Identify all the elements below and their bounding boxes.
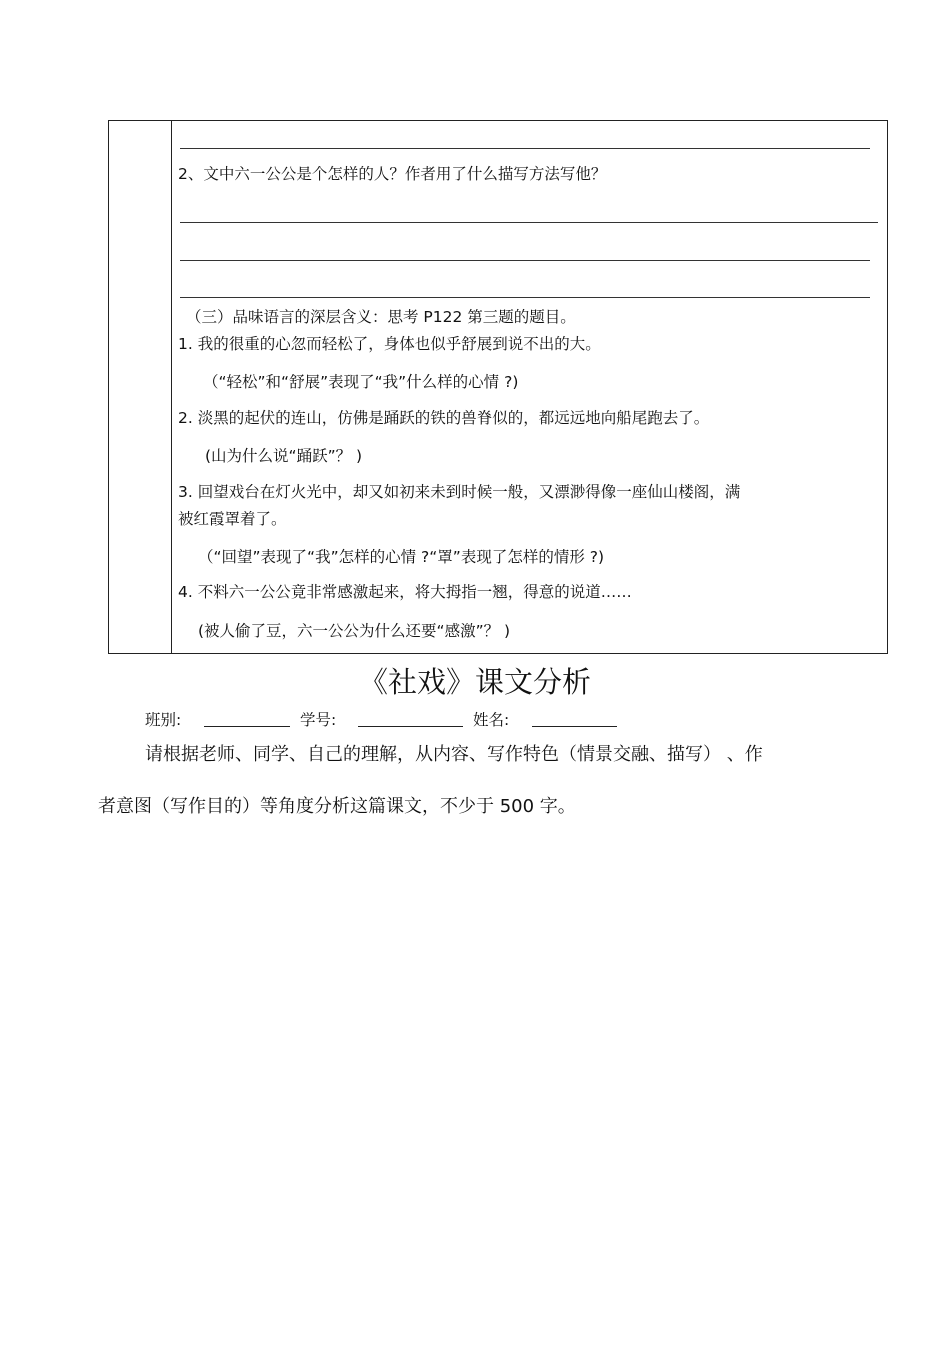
- instruction-line-1: 请根据老师、同学、自己的理解，从内容、写作特色（情景交融、描写） 、作: [145, 744, 763, 765]
- item-4-hint: (被人偷了豆，六一公公为什么还要“感激”？ ): [198, 622, 511, 640]
- answer-line: [180, 222, 878, 223]
- question-2: 2、文中六一公公是个怎样的人？作者用了什么描写方法写他？: [178, 165, 607, 183]
- instruction-line-2: 者意图（写作目的）等角度分析这篇课文，不少于 500 字。: [98, 796, 576, 817]
- student-id-field[interactable]: [358, 726, 463, 727]
- item-1-text: 1. 我的很重的心忽而轻松了，身体也似乎舒展到说不出的大。: [178, 335, 601, 353]
- table-column-divider: [171, 120, 172, 654]
- student-id-label: 学号:: [300, 711, 337, 729]
- item-2-text: 2. 淡黑的起伏的连山，仿佛是踊跃的铁的兽脊似的，都远远地向船尾跑去了。: [178, 409, 710, 427]
- item-3-text-cont: 被红霞罩着了。: [178, 510, 287, 528]
- item-1-hint: （“轻松”和“舒展”表现了“我”什么样的心情 ?): [203, 373, 519, 391]
- section-3-heading: （三）品味语言的深层含义：思考 P122 第三题的题目。: [186, 308, 576, 326]
- answer-line: [180, 148, 870, 149]
- answer-line: [180, 260, 870, 261]
- name-label: 姓名:: [473, 711, 510, 729]
- class-field[interactable]: [204, 726, 290, 727]
- item-3-hint: （“回望”表现了“我”怎样的心情 ?“罩”表现了怎样的情形 ?): [198, 548, 605, 566]
- answer-line: [180, 297, 870, 298]
- worksheet-title: 《社戏》课文分析: [358, 665, 591, 699]
- class-label: 班别:: [145, 711, 182, 729]
- item-2-hint: (山为什么说“踊跃”？ ): [205, 447, 363, 465]
- item-3-text: 3. 回望戏台在灯火光中，却又如初来未到时候一般，又漂渺得像一座仙山楼阁，满: [178, 483, 741, 501]
- name-field[interactable]: [532, 726, 617, 727]
- item-4-text: 4. 不料六一公公竟非常感激起来，将大拇指一翘，得意的说道……: [178, 583, 632, 601]
